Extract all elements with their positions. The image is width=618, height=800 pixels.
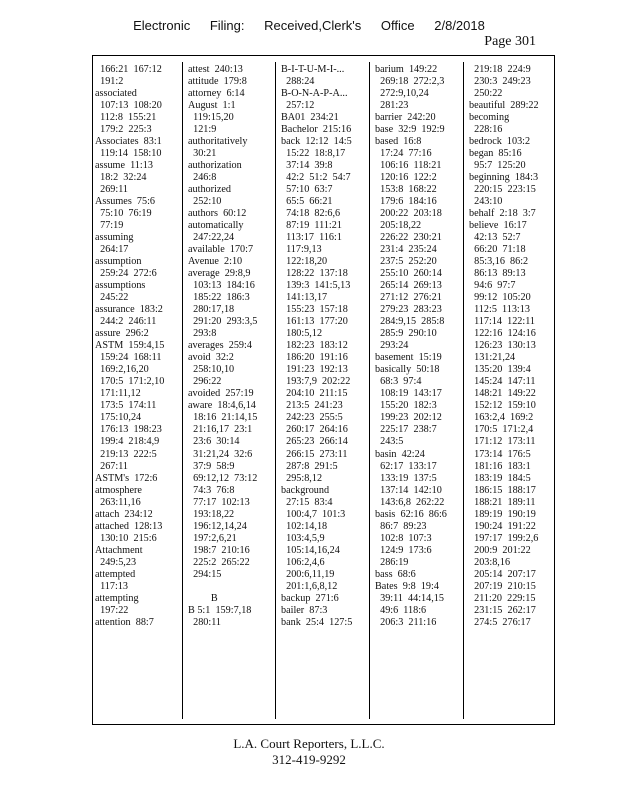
index-entry: associated — [95, 88, 137, 100]
index-entry: believe 16:17 — [469, 220, 527, 232]
index-entry: beautiful 289:22 — [469, 100, 539, 112]
index-entry: 206:3 211:16 — [375, 616, 437, 628]
index-entry: 94:6 97:7 — [469, 280, 516, 292]
index-entry: 295:8,12 — [281, 472, 323, 484]
index-entry: 293:24 — [375, 340, 409, 352]
header-filing: Filing: — [209, 18, 245, 33]
index-entry: basis 62:16 86:6 — [375, 508, 447, 520]
index-entry: 95:7 125:20 — [469, 160, 526, 172]
index-entry: 280:11 — [188, 616, 222, 628]
index-entry: 279:23 283:23 — [375, 304, 442, 316]
index-entry: 197:17 199:2,6 — [469, 532, 539, 544]
index-entry: 103:13 184:16 — [188, 280, 255, 292]
index-entry: 31:21,24 32:6 — [188, 448, 253, 460]
index-entry: 171:11,12 — [95, 388, 141, 400]
index-entry: 99:12 105:20 — [469, 292, 531, 304]
index-column-1 — [95, 64, 181, 629]
index-entry: 258:10,10 — [188, 364, 235, 376]
index-entry: 18:2 32:24 — [95, 172, 147, 184]
index-entry: 65:5 66:21 — [281, 196, 333, 208]
index-entry: 263:11,16 — [95, 496, 141, 508]
index-entry: 103:4,5,9 — [281, 532, 325, 544]
index-entry: 74:18 82:6,6 — [281, 208, 341, 220]
index-entry: 85:3,16 86:2 — [469, 256, 529, 268]
index-entry: Bachelor 215:16 — [281, 124, 352, 136]
index-entry: 200:22 203:18 — [375, 208, 442, 220]
index-entry: 107:13 108:20 — [95, 100, 162, 112]
index-entry: B 5:1 159:7,18 — [188, 604, 252, 616]
index-entry: average 29:8,9 — [188, 268, 251, 280]
index-entry: 18:16 21:14,15 — [188, 412, 258, 424]
index-entry: 185:22 186:3 — [188, 292, 250, 304]
index-entry: available 170:7 — [188, 244, 254, 256]
index-entry: barrier 242:20 — [375, 112, 436, 124]
index-column-2 — [188, 64, 274, 629]
index-entry: 249:5,23 — [95, 556, 137, 568]
index-entry: beginning 184:3 — [469, 172, 539, 184]
index-entry: 231:15 262:17 — [469, 604, 536, 616]
index-entry: 265:14 269:13 — [375, 280, 442, 292]
index-entry: B — [188, 592, 218, 604]
index-entry: 179:2 225:3 — [95, 124, 152, 136]
index-entry: 237:5 252:20 — [375, 256, 437, 268]
index-entry: attach 234:12 — [95, 508, 153, 520]
index-entry: 186:20 191:16 — [281, 352, 348, 364]
index-entry: 230:3 249:23 — [469, 76, 531, 88]
index-entry: 143:6,8 262:22 — [375, 496, 445, 508]
index-entry: 152:12 159:10 — [469, 400, 536, 412]
index-entry: 225:2 265:22 — [188, 556, 250, 568]
index-entry: background — [281, 484, 330, 496]
index-entry: 170:5 171:2,4 — [469, 424, 534, 436]
column-divider — [369, 62, 370, 719]
index-entry: automatically — [188, 220, 244, 232]
index-entry: 169:2,16,20 — [95, 364, 149, 376]
index-entry: attempted — [95, 568, 136, 580]
index-entry: 37:9 58:9 — [188, 460, 235, 472]
index-entry: 86:13 89:13 — [469, 268, 526, 280]
index-entry: 42:2 51:2 54:7 — [281, 172, 351, 184]
index-entry: avoid 32:2 — [188, 352, 234, 364]
index-entry: 200:6,11,19 — [281, 568, 335, 580]
index-entry: 117:9,13 — [281, 244, 322, 256]
index-entry: 188:21 189:11 — [469, 496, 536, 508]
index-entry: 105:14,16,24 — [281, 544, 340, 556]
index-entry: 265:23 266:14 — [281, 436, 348, 448]
index-entry: 183:19 184:5 — [469, 472, 531, 484]
index-entry: back 12:12 14:5 — [281, 136, 352, 148]
index-entry: ASTM 159:4,15 — [95, 340, 165, 352]
index-entry: 293:8 — [188, 328, 217, 340]
index-entry: ASTM's 172:6 — [95, 472, 158, 484]
filing-header — [0, 18, 618, 33]
index-entry: behalf 2:18 3:7 — [469, 208, 536, 220]
index-entry: 231:4 235:24 — [375, 244, 437, 256]
index-entry: 87:19 111:21 — [281, 220, 342, 232]
index-entry: 15:22 18:8,17 — [281, 148, 346, 160]
index-entry: averages 259:4 — [188, 340, 252, 352]
index-entry: 197:22 — [95, 604, 129, 616]
index-entry: 186:15 188:17 — [469, 484, 536, 496]
index-entry: 243:5 — [375, 436, 404, 448]
index-entry: 102:8 107:3 — [375, 532, 432, 544]
index-entry: based 16:8 — [375, 136, 422, 148]
index-entry: 57:10 63:7 — [281, 184, 333, 196]
index-entry: attest 240:13 — [188, 64, 243, 75]
index-entry: 205:14 207:17 — [469, 568, 536, 580]
index-entry: 163:2,4 169:2 — [469, 412, 534, 424]
index-entry: 39:11 44:14,15 — [375, 592, 444, 604]
index-entry: 117:13 — [95, 580, 129, 592]
index-entry: Assumes 75:6 — [95, 196, 155, 208]
index-entry: becoming — [469, 112, 510, 124]
index-column-4 — [375, 64, 461, 629]
index-entry: 159:24 168:11 — [95, 352, 162, 364]
index-entry: 161:13 177:20 — [281, 316, 348, 328]
index-entry: 219:18 224:9 — [469, 64, 531, 75]
index-entry: 139:3 141:5,13 — [281, 280, 351, 292]
index-entry: 274:5 276:17 — [469, 616, 531, 628]
index-entry: 271:12 276:21 — [375, 292, 442, 304]
index-entry: 66:20 71:18 — [469, 244, 526, 256]
index-entry: 242:23 255:5 — [281, 412, 343, 424]
index-entry: assumption — [95, 256, 142, 268]
index-entry: assuming — [95, 232, 134, 244]
index-entry: 77:19 — [95, 220, 124, 232]
index-entry: attorney 6:14 — [188, 88, 245, 100]
index-entry: 170:5 171:2,10 — [95, 376, 165, 388]
index-entry: 120:16 122:2 — [375, 172, 437, 184]
index-entry: BA01 234:21 — [281, 112, 339, 124]
index-entry: 17:24 77:16 — [375, 148, 432, 160]
index-entry: began 85:16 — [469, 148, 522, 160]
header-received: Received,Clerk's — [264, 18, 362, 33]
column-divider — [463, 62, 464, 719]
index-entry — [188, 581, 274, 593]
index-entry: 191:2 — [95, 76, 124, 88]
index-entry: 122:18,20 — [281, 256, 328, 268]
index-entry: attention 88:7 — [95, 616, 154, 628]
index-entry: 247:22,24 — [188, 232, 235, 244]
index-entry: 68:3 97:4 — [375, 376, 422, 388]
index-entry: 199:4 218:4,9 — [95, 436, 160, 448]
index-entry: 86:7 89:23 — [375, 520, 427, 532]
index-entry: 246:8 — [188, 172, 217, 184]
index-entry: bass 68:6 — [375, 568, 416, 580]
index-entry: Attachment — [95, 544, 143, 556]
index-entry: 181:16 183:1 — [469, 460, 531, 472]
header-date: 2/8/2018 — [434, 18, 485, 33]
index-entry: 266:15 273:11 — [281, 448, 348, 460]
index-entry: 193:7,9 202:22 — [281, 376, 351, 388]
index-entry: 272:9,10,24 — [375, 88, 429, 100]
index-entry: 179:6 184:16 — [375, 196, 437, 208]
index-entry: 121:9 — [188, 124, 217, 136]
index-entry: bailer 87:3 — [281, 604, 328, 616]
index-entry: 106:16 118:21 — [375, 160, 442, 172]
index-entry: 133:19 137:5 — [375, 472, 437, 484]
index-entry: 296:22 — [188, 376, 222, 388]
index-entry: base 32:9 192:9 — [375, 124, 445, 136]
index-entry: basin 42:24 — [375, 448, 425, 460]
index-entry: 193:18,22 — [188, 508, 235, 520]
index-entry: 220:15 223:15 — [469, 184, 536, 196]
index-entry: 166:21 167:12 — [95, 64, 162, 75]
footer-company: L.A. Court Reporters, L.L.C. — [233, 736, 385, 751]
index-entry: 119:15,20 — [188, 112, 234, 124]
index-entry: 219:13 222:5 — [95, 448, 157, 460]
index-entry: assume 11:13 — [95, 160, 153, 172]
index-entry: 264:17 — [95, 244, 129, 256]
index-entry: 257:12 — [281, 100, 315, 112]
index-entry: authorization — [188, 160, 242, 172]
index-entry: 102:14,18 — [281, 520, 328, 532]
index-entry: 189:19 190:19 — [469, 508, 536, 520]
index-entry: barium 149:22 — [375, 64, 438, 75]
index-entry: 190:24 191:22 — [469, 520, 536, 532]
index-entry: 145:24 147:11 — [469, 376, 536, 388]
index-entry: 77:17 102:13 — [188, 496, 250, 508]
index-entry: 255:10 260:14 — [375, 268, 442, 280]
index-entry: 75:10 76:19 — [95, 208, 152, 220]
column-divider — [275, 62, 276, 719]
index-entry: bank 25:4 127:5 — [281, 616, 353, 628]
index-entry: 30:21 — [188, 148, 217, 160]
index-entry: 213:5 241:23 — [281, 400, 343, 412]
index-entry: backup 271:6 — [281, 592, 339, 604]
index-entry: 199:23 202:12 — [375, 412, 442, 424]
index-entry: 119:14 158:10 — [95, 148, 162, 160]
index-entry: 171:12 173:11 — [469, 436, 536, 448]
index-entry: 49:6 118:6 — [375, 604, 427, 616]
index-entry: 281:23 — [375, 100, 409, 112]
index-entry: 42:13 52:7 — [469, 232, 521, 244]
index-entry: 201:1,6,8,12 — [281, 580, 338, 592]
index-entry: 21:16,17 23:1 — [188, 424, 253, 436]
index-entry: 243:10 — [469, 196, 503, 208]
index-entry: Avenue 2:10 — [188, 256, 243, 268]
index-entry: 291:20 293:3,5 — [188, 316, 258, 328]
index-entry: 141:13,17 — [281, 292, 328, 304]
index-entry: 269:11 — [95, 184, 129, 196]
index-entry: 197:2,6,21 — [188, 532, 237, 544]
index-entry: 180:5,12 — [281, 328, 323, 340]
index-column-3 — [281, 64, 367, 629]
index-entry: 62:17 133:17 — [375, 460, 437, 472]
index-entry: 284:9,15 285:8 — [375, 316, 445, 328]
index-entry: 204:10 211:15 — [281, 388, 348, 400]
index-entry: aware 18:4,6,14 — [188, 400, 256, 412]
index-entry: 131:21,24 — [469, 352, 516, 364]
index-entry: 269:18 272:2,3 — [375, 76, 445, 88]
index-entry: 37:14 39:8 — [281, 160, 333, 172]
header-office: Office — [380, 18, 415, 33]
index-entry: 27:15 83:4 — [281, 496, 333, 508]
index-entry: 126:23 130:13 — [469, 340, 536, 352]
index-entry: 69:12,12 73:12 — [188, 472, 258, 484]
index-entry: 280:17,18 — [188, 304, 235, 316]
index-entry: 211:20 229:15 — [469, 592, 536, 604]
index-entry: 155:20 182:3 — [375, 400, 437, 412]
index-entry: 267:11 — [95, 460, 129, 472]
index-entry: 175:10,24 — [95, 412, 142, 424]
index-entry: 173:5 174:11 — [95, 400, 157, 412]
index-entry: 207:19 210:15 — [469, 580, 536, 592]
page-number: Page 301 — [484, 34, 536, 49]
index-entry: attached 128:13 — [95, 520, 163, 532]
index-entry: 137:14 142:10 — [375, 484, 442, 496]
index-entry: basically 50:18 — [375, 364, 440, 376]
index-entry: Bates 9:8 19:4 — [375, 580, 439, 592]
index-entry: 23:6 30:14 — [188, 436, 240, 448]
index-entry: 203:8,16 — [469, 556, 511, 568]
header-electronic: Electronic — [133, 18, 191, 33]
index-entry: 117:14 122:11 — [469, 316, 536, 328]
index-entry: 288:24 — [281, 76, 315, 88]
index-entry: 205:18,22 — [375, 220, 422, 232]
index-entry: 191:23 192:13 — [281, 364, 348, 376]
index-entry: 287:8 291:5 — [281, 460, 338, 472]
index-entry: assumptions — [95, 280, 146, 292]
index-entry: 252:10 — [188, 196, 222, 208]
index-entry: assure 296:2 — [95, 328, 149, 340]
index-entry: 285:9 290:10 — [375, 328, 437, 340]
index-entry: 182:23 183:12 — [281, 340, 348, 352]
index-entry: August 1:1 — [188, 100, 236, 112]
index-entry: assurance 183:2 — [95, 304, 163, 316]
index-entry: 153:8 168:22 — [375, 184, 437, 196]
index-entry: 112:5 113:13 — [469, 304, 530, 316]
index-entry: 176:13 198:23 — [95, 424, 162, 436]
index-entry: atmosphere — [95, 484, 142, 496]
index-entry: 108:19 143:17 — [375, 388, 442, 400]
index-entry: 130:10 215:6 — [95, 532, 157, 544]
index-column-5 — [469, 64, 555, 629]
index-entry: 260:17 264:16 — [281, 424, 348, 436]
index-entry: 148:21 149:22 — [469, 388, 536, 400]
index-entry: bedrock 103:2 — [469, 136, 531, 148]
footer-phone: 312-419-9292 — [272, 752, 346, 767]
index-entry: 250:22 — [469, 88, 503, 100]
index-entry: 294:15 — [188, 568, 222, 580]
index-entry: 225:17 238:7 — [375, 424, 437, 436]
index-entry: 226:22 230:21 — [375, 232, 442, 244]
index-entry: attitude 179:8 — [188, 76, 247, 88]
index-entry: 113:17 116:1 — [281, 232, 342, 244]
index-entry: 155:23 157:18 — [281, 304, 348, 316]
index-entry: 200:9 201:22 — [469, 544, 531, 556]
index-entry: 198:7 210:16 — [188, 544, 250, 556]
index-entry: 259:24 272:6 — [95, 268, 157, 280]
index-entry: 112:8 155:21 — [95, 112, 157, 124]
index-entry: 128:22 137:18 — [281, 268, 348, 280]
index-entry: 228:16 — [469, 124, 503, 136]
index-entry: avoided 257:19 — [188, 388, 254, 400]
index-entry: 173:14 176:5 — [469, 448, 531, 460]
index-entry: 286:19 — [375, 556, 409, 568]
index-entry: B-I-T-U-M-I-... — [281, 64, 345, 75]
index-entry: authorized — [188, 184, 231, 196]
index-entry: 196:12,14,24 — [188, 520, 247, 532]
index-entry: 100:4,7 101:3 — [281, 508, 346, 520]
index-entry: 124:9 173:6 — [375, 544, 432, 556]
index-entry: authoritatively — [188, 136, 248, 148]
index-entry: 122:16 124:16 — [469, 328, 536, 340]
column-divider — [182, 62, 183, 719]
index-entry: 135:20 139:4 — [469, 364, 531, 376]
index-entry: 106:2,4,6 — [281, 556, 325, 568]
index-entry: 74:3 76:8 — [188, 484, 235, 496]
index-entry: basement 15:19 — [375, 352, 442, 364]
index-entry: B-O-N-A-P-A... — [281, 88, 348, 100]
index-entry: 245:22 — [95, 292, 129, 304]
index-entry: 244:2 246:11 — [95, 316, 157, 328]
index-entry: attempting — [95, 592, 139, 604]
index-entry: authors 60:12 — [188, 208, 247, 220]
index-entry: Associates 83:1 — [95, 136, 162, 148]
